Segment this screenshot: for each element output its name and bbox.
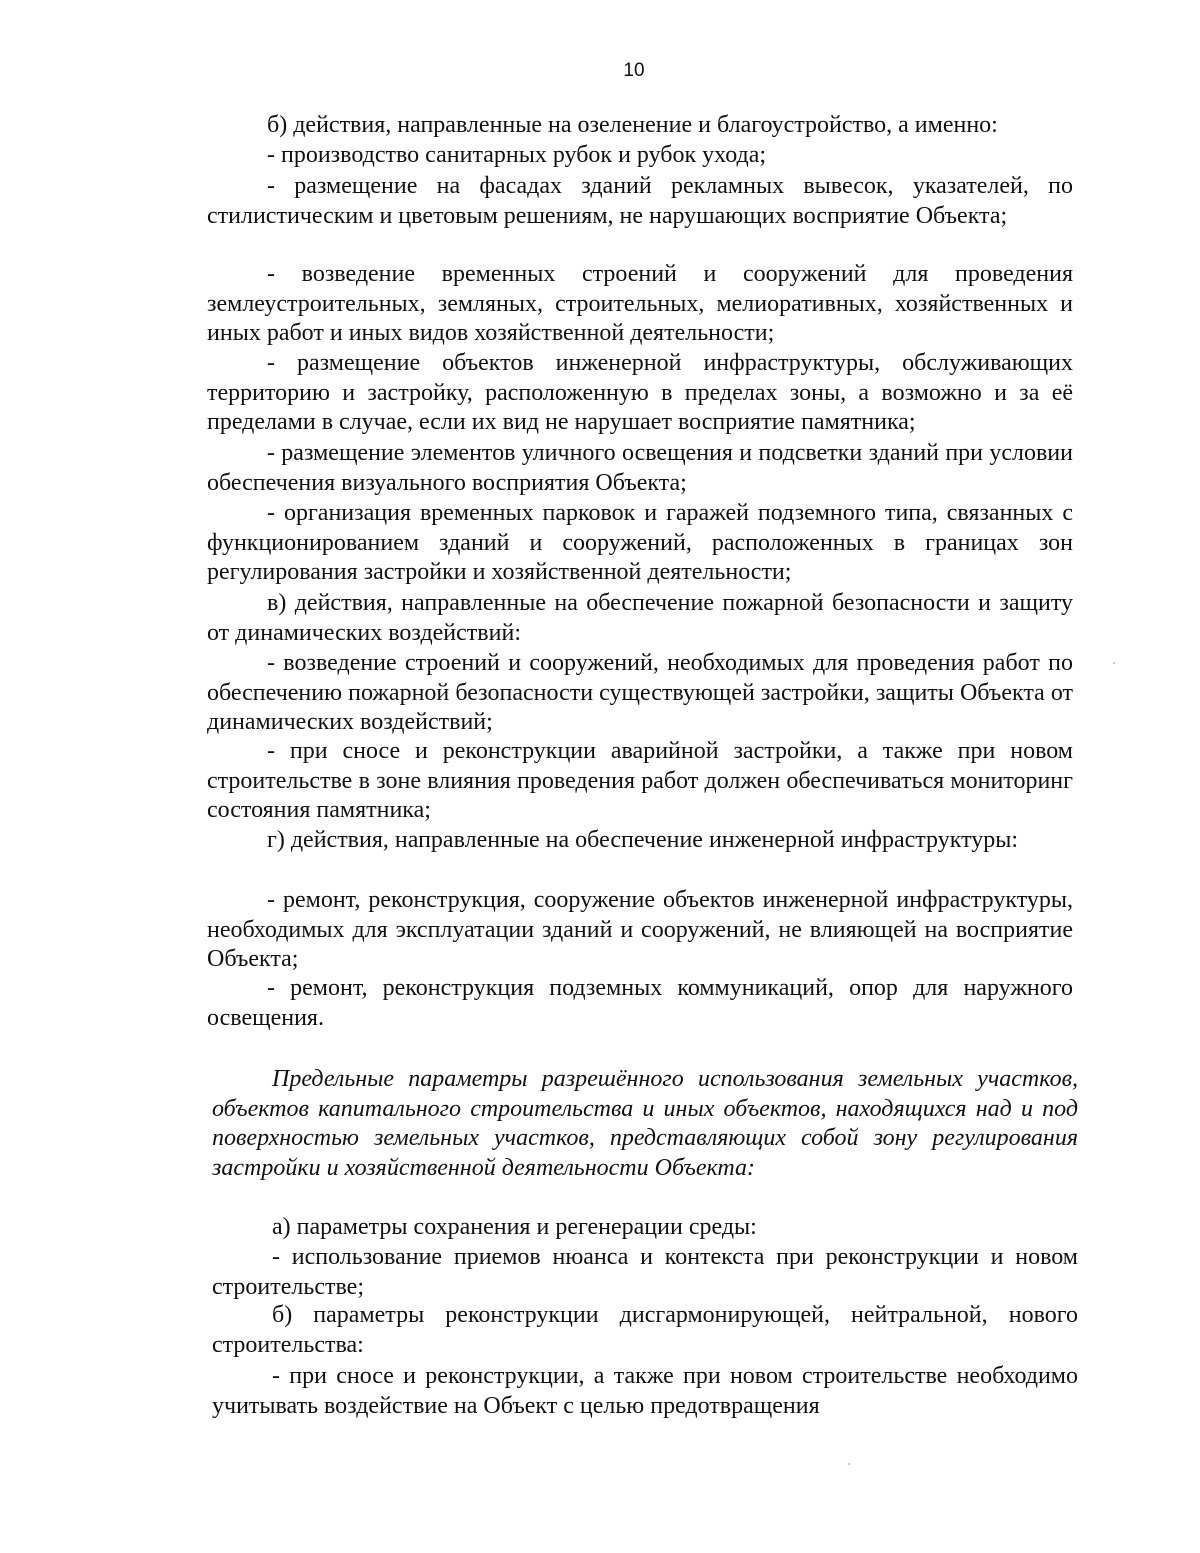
paragraph-a-environment: а) параметры сохранения и регенерации среды:: [272, 1214, 757, 1240]
paragraph-nuance-context: - использование приемов нюанса и контекста при реконструкции и новом строительстве;: [212, 1244, 1078, 1300]
paragraph-b-reconstruction: б) параметры реконструкции дисгармонирующей, нейтральной, нового строительства:: [212, 1302, 1078, 1358]
paragraph-fire-safety-structures: - возведение строений и сооружений, необходимых для проведения работ по обеспечению пожарной безопасности существующей застройки, защиты Объекта от динамических воздействий;: [207, 650, 1073, 735]
scan-speck: [1113, 662, 1115, 664]
paragraph-demolition-monitoring: - при сносе и реконструкции аварийной застройки, а также при новом строительстве в зоне влияния проведения работ должен обеспечиваться мониторинг состояния памятника;: [207, 738, 1073, 823]
page-number: 10: [623, 60, 645, 81]
paragraph-street-lighting: - размещение элементов уличного освещения и подсветки зданий при условии обеспечения визуального восприятия Объекта;: [207, 440, 1073, 496]
paragraph-limit-parameters-heading: Предельные параметры разрешённого использования земельных участков, объектов капитального строительства и иных объектов, находящихся над и под поверхностью земельных участков, представляющих собой зону регулирования застройки и хозяйственной деятельности Объекта:: [212, 1066, 1078, 1181]
paragraph-demolition-impact: - при сносе и реконструкции, а также при новом строительстве необходимо учитывать воздействие на Объект с целью предотвращения: [212, 1363, 1078, 1419]
paragraph-engineering-repair: - ремонт, реконструкция, сооружение объектов инженерной инфраструктуры, необходимых для эксплуатации зданий и сооружений, не влияющей на восприятие Объекта;: [207, 887, 1073, 972]
paragraph-parking: - организация временных парковок и гаражей подземного типа, связанных с функционированием зданий и сооружений, расположенных в границах зон регулирования застройки и хозяйственной деятельности;: [207, 500, 1073, 585]
scan-speck: [848, 1463, 850, 1465]
paragraph-underground-utilities: - ремонт, реконструкция подземных коммуникаций, опор для наружного освещения.: [207, 975, 1073, 1031]
paragraph-g-engineering: г) действия, направленные на обеспечение инженерной инфраструктуры:: [267, 827, 1019, 853]
paragraph-signage: - размещение на фасадах зданий рекламных вывесок, указателей, по стилистическим и цветовым решениям, не нарушающих восприятие Объекта;: [207, 173, 1073, 229]
paragraph-b-landscaping: б) действия, направленные на озеленение и благоустройство, а именно:: [267, 112, 998, 138]
paragraph-temporary-structures: - возведение временных строений и сооружений для проведения землеустроительных, земляных, строительных, мелиоративных, хозяйственных и иных работ и иных видов хозяйственной деятельности;: [207, 261, 1073, 346]
paragraph-sanitary-felling: - производство санитарных рубок и рубок ухода;: [267, 142, 767, 168]
paragraph-v-fire-safety: в) действия, направленные на обеспечение пожарной безопасности и защиту от динамических воздействий:: [207, 590, 1073, 646]
paragraph-engineering-infrastructure: - размещение объектов инженерной инфраструктуры, обслуживающих территорию и застройку, расположенную в пределах зоны, а возможно и за её пределами в случае, если их вид не нарушает восприятие памятника;: [207, 350, 1073, 435]
